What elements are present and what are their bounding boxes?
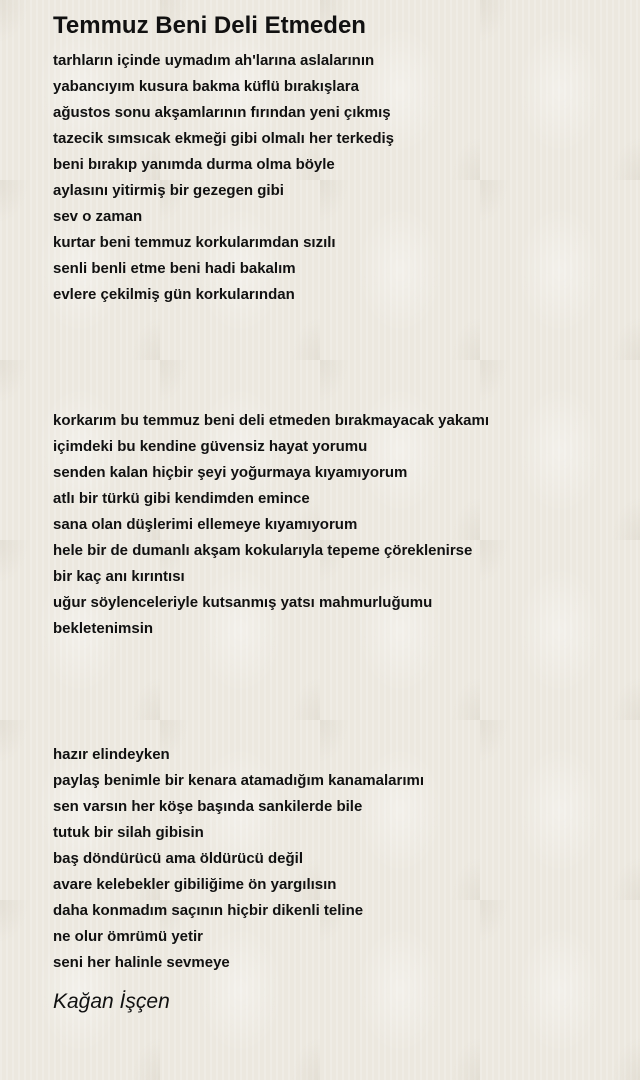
poem-line: seni her halinle sevmeye	[53, 954, 230, 971]
poem-line: tazecik sımsıcak ekmeği gibi olmalı her terkediş	[53, 130, 394, 147]
poem-line: paylaş benimle bir kenara atamadığım kanamalarımı	[53, 772, 425, 789]
poem-line: kurtar beni temmuz korkularımdan sızılı	[53, 234, 336, 251]
poem-line: korkarım bu temmuz beni deli etmeden bırakmayacak yakamı	[53, 412, 490, 429]
poem-line: sana olan düşlerimi ellemeye kıyamıyorum	[53, 516, 358, 533]
poem-line: aylasını yitirmiş bir gezegen gibi	[53, 182, 284, 199]
stanza-spacer	[53, 308, 623, 408]
poem-line: avare kelebekler gibiliğime ön yargılısın	[53, 876, 337, 893]
poem-line: senden kalan hiçbir şeyi yoğurmaya kıyamıyorum	[53, 464, 408, 481]
author-name: Kağan İşçen	[53, 990, 170, 1013]
poem-line: senli benli etme beni hadi bakalım	[53, 260, 296, 277]
poem-line: bekletenimsin	[53, 620, 154, 637]
poem-line: hazır elindeyken	[53, 746, 170, 763]
poem-line: daha konmadım saçının hiçbir dikenli teline	[53, 902, 364, 919]
poem-line: atlı bir türkü gibi kendimden emince	[53, 490, 310, 507]
poem-line: sen varsın her köşe başında sankilerde bile	[53, 798, 363, 815]
stanza-1	[53, 48, 623, 308]
poem-line: içimdeki bu kendine güvensiz hayat yorumu	[53, 438, 368, 455]
stanza-spacer	[53, 642, 623, 742]
poem-line: sev o zaman	[53, 208, 143, 225]
poem-line: uğur söylenceleriyle kutsanmış yatsı mahmurluğumu	[53, 594, 433, 611]
poem-line: ne olur ömrümü yetir	[53, 928, 204, 945]
poem-container	[53, 10, 623, 1016]
poem-line: beni bırakıp yanımda durma olma böyle	[53, 156, 335, 173]
poem-line: yabancıyım kusura bakma küflü bırakışlara	[53, 78, 359, 95]
poem-line: hele bir de dumanlı akşam kokularıyla tepeme çöreklenirse	[53, 542, 473, 559]
stanza-3	[53, 742, 623, 976]
poem-line: tutuk bir silah gibisin	[53, 824, 204, 841]
stanza-2	[53, 408, 623, 642]
poem-title: Temmuz Beni Deli Etmeden	[53, 12, 366, 39]
poem-line: evlere çekilmiş gün korkularından	[53, 286, 295, 303]
poem-line: baş döndürücü ama öldürücü değil	[53, 850, 304, 867]
poem-line: bir kaç anı kırıntısı	[53, 568, 185, 585]
poem-line: ağustos sonu akşamlarının fırından yeni çıkmış	[53, 104, 391, 121]
poem-line: tarhların içinde uymadım ah'larına aslalarının	[53, 52, 375, 69]
